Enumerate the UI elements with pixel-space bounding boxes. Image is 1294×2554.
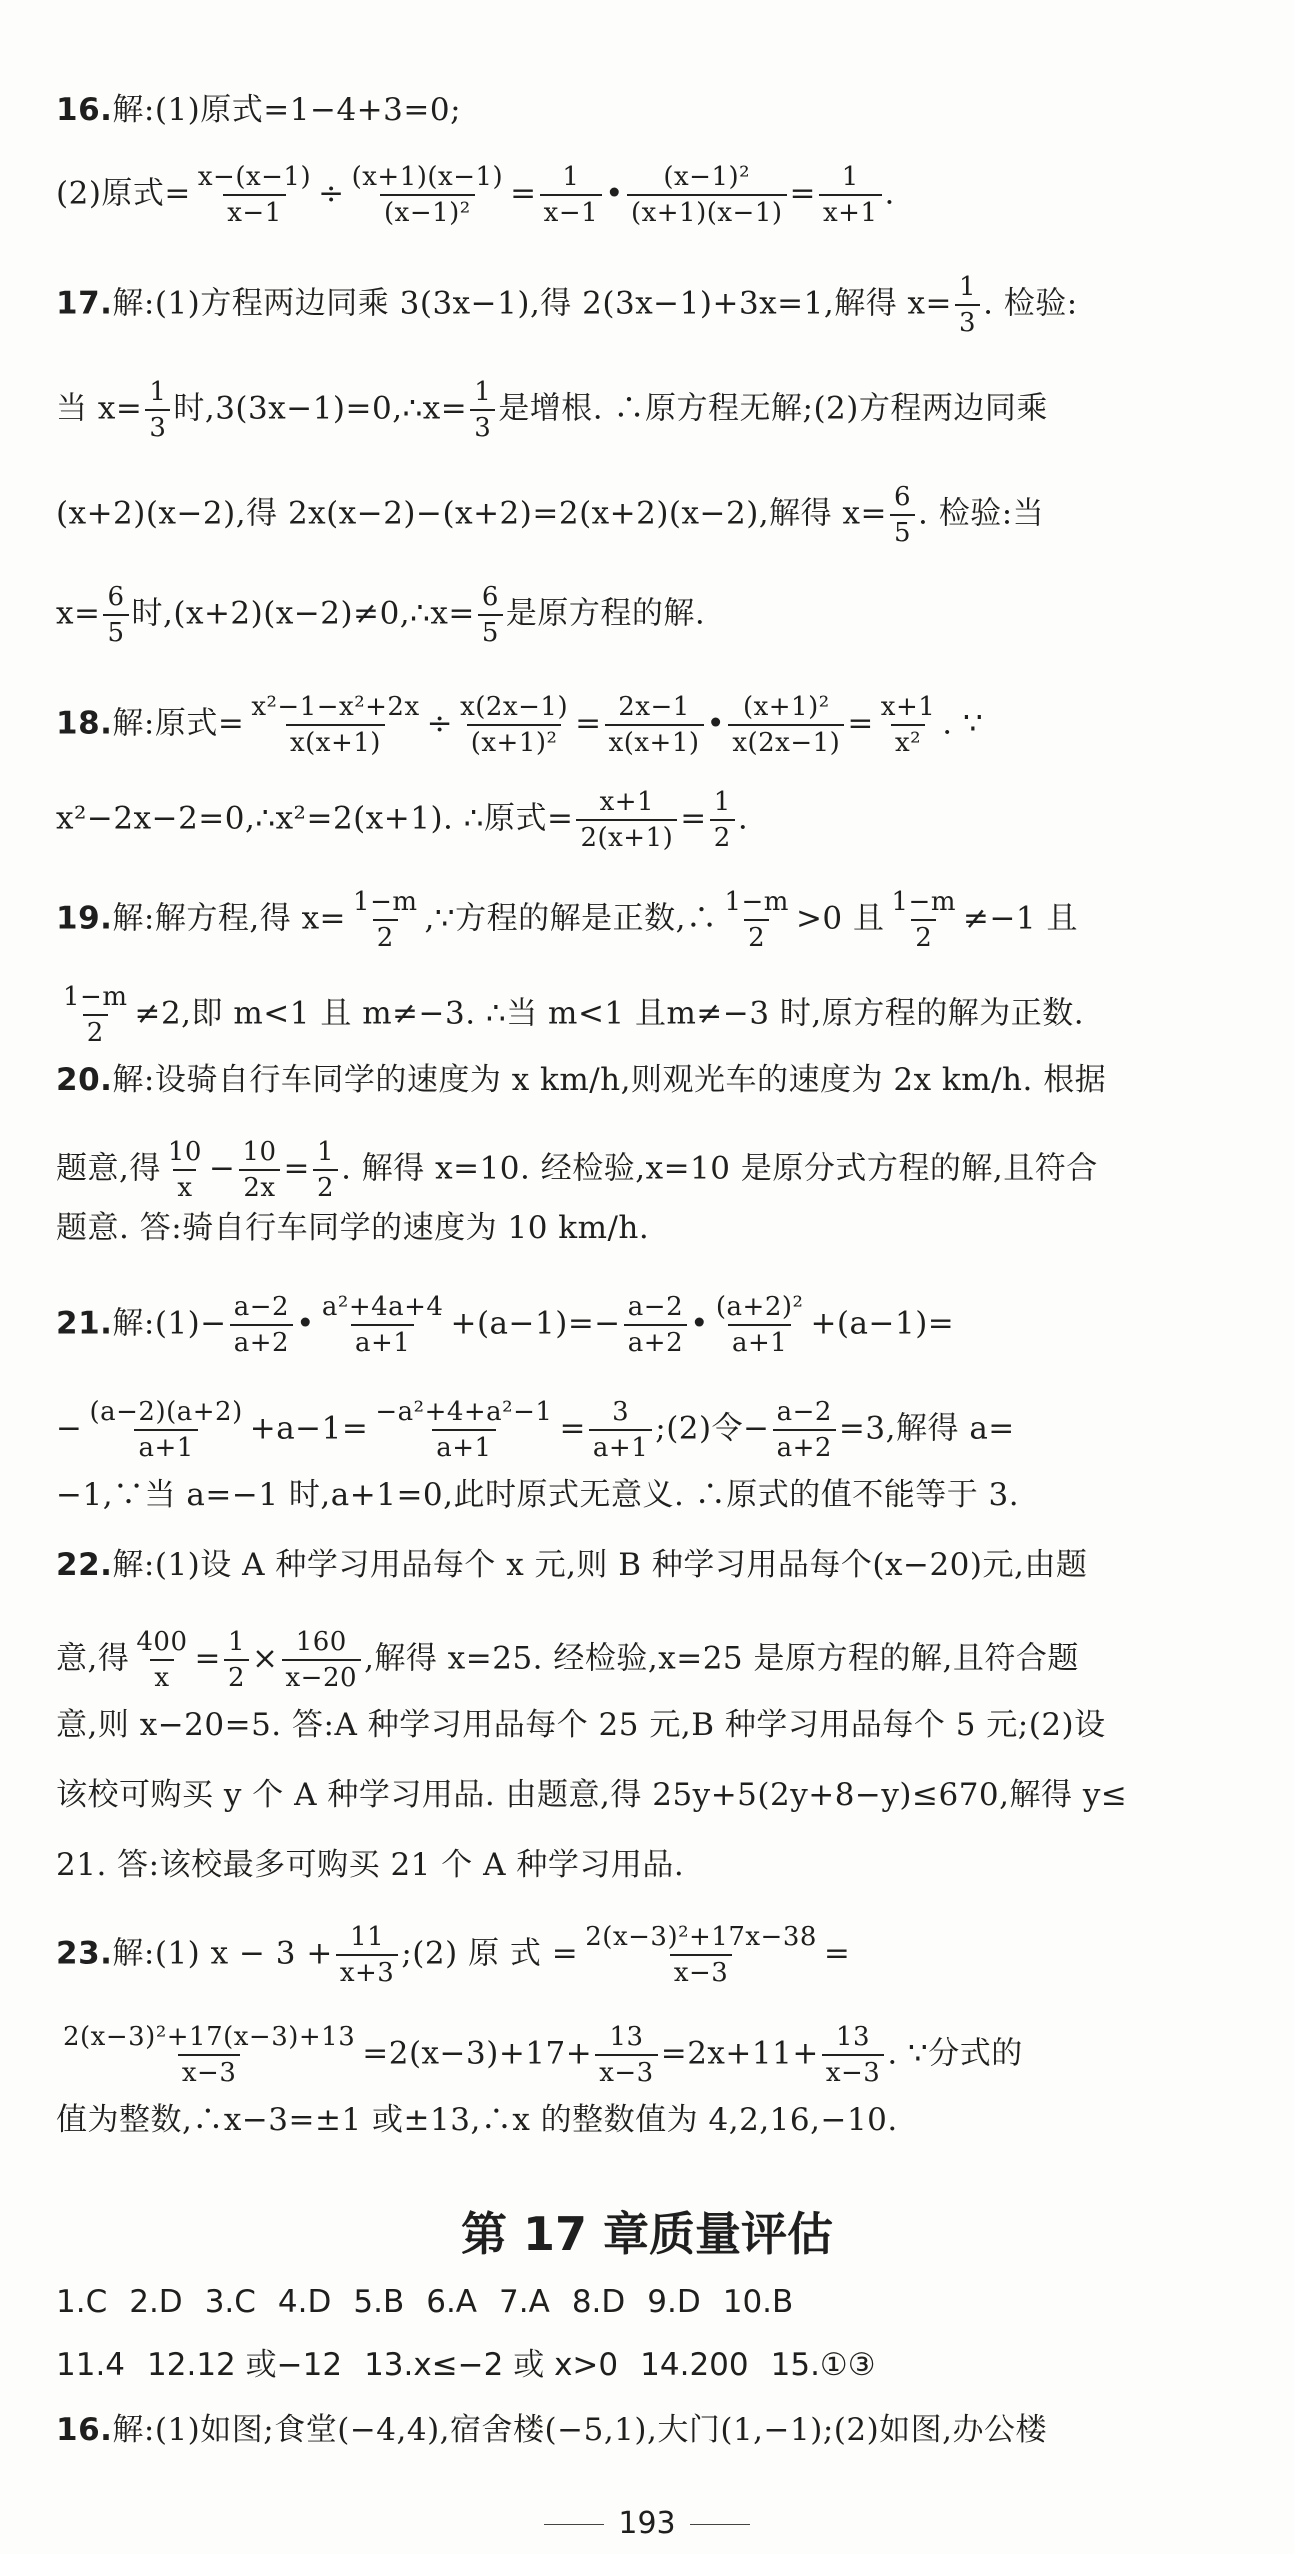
q20-line2: 题意,得 $\frac{10}{x}$ − $\frac{10}{2x}$ = $\frac{1}{2}$ . 解得 x=10. 经检验,x=10 是原分式方程的解,且符合 <box>56 1137 1098 1203</box>
fraction: $\frac{3}{a+1}$ <box>589 1395 652 1465</box>
fraction: $\frac{160}{x-20}$ <box>282 1625 362 1695</box>
q17-label: 17. <box>56 285 113 322</box>
fraction: $\frac{13}{x-3}$ <box>822 2020 885 2090</box>
fraction: $\frac{6}{5}$ <box>103 580 128 650</box>
fraction: $\frac{11}{x+3}$ <box>336 1920 399 1990</box>
fraction: $\frac{(a-2)(a+2)}{a+1}$ <box>89 1397 243 1463</box>
q18-line2: x²−2x−2=0,∴x²=2(x+1). ∴原式= $\frac{x+1}{2(x+1)}$ = $\frac{1}{2}$ . <box>56 787 749 853</box>
fraction: $\frac{1-m}{2}$ <box>891 887 956 953</box>
q17-line4: x= $\frac{6}{5}$ 时,(x+2)(x−2)≠0,∴x= $\frac{6}{5}$ 是原方程的解. <box>56 582 706 648</box>
fraction: $\frac{6}{5}$ <box>478 580 503 650</box>
page-number: 193 <box>0 2506 1294 2541</box>
q19-line2: $\frac{1-m}{2}$ ≠2,即 m<1 且 m≠−3. ∴当 m<1 且m≠−3 时,原方程的解为正数. <box>56 980 1254 1050</box>
q21-line2: − $\frac{(a-2)(a+2)}{a+1}$ +a−1= $\frac{\text{−a²+4+a²−1}}{a+1}$ = $\frac{3}{a+1}$ ;(2)令− $\frac{a-2}{a+2}$ =3,解得 a= <box>56 1397 1015 1463</box>
q16b-line: 16.解:(1)如图;食堂(−4,4),宿舍楼(−5,1),大门(1,−1);(2)如图,办公楼 <box>56 2412 1048 2448</box>
fraction: $\frac{6}{5}$ <box>890 480 915 550</box>
fraction: $\frac{\text{x²−1−x²+2x}}{x(x+1)}$ <box>251 692 420 758</box>
q22-line2: 意,得 $\frac{400}{x}$ = $\frac{1}{2}$ × $\frac{160}{x-20}$ ,解得 x=25. 经检验,x=25 是原方程的解,且符合题 <box>56 1627 1079 1693</box>
fraction: $\frac{\text{(x−1)²}}{(x+1)(x-1)}$ <box>627 160 787 230</box>
q17-line3: (x+2)(x−2),得 2x(x−2)−(x+2)=2(x+2)(x−2),解得 x= $\frac{6}{5}$ . 检验:当 <box>56 482 1045 548</box>
fraction: $\frac{1}{x-1}$ <box>540 160 603 230</box>
q23-label: 23. <box>56 1935 113 1972</box>
q22-line4: 该校可购买 y 个 A 种学习用品. 由题意,得 25y+5(2y+8−y)≤670,解得 y≤ <box>56 1777 1128 1813</box>
q16b-label: 16. <box>56 2412 113 2448</box>
fraction: $\frac{a-2}{a+2}$ <box>624 1290 687 1360</box>
fraction: $\frac{\text{2(x−3)²+17(x−3)+13}}{x-3}$ <box>63 2022 356 2088</box>
q17-line1: 17.解:(1)方程两边同乘 3(3x−1),得 2(3x−1)+3x=1,解得 x= $\frac{1}{3}$ . 检验: <box>56 272 1078 338</box>
q20-label: 20. <box>56 1062 113 1098</box>
fraction: $\frac{\text{(x+1)²}}{x(2x-1)}$ <box>728 690 844 760</box>
fraction: $\frac{(x+1)(x-1)}{\text{(x−1)²}}$ <box>351 162 504 228</box>
q23-line1: 23.解:(1) x − 3 + $\frac{11}{x+3}$ ;(2) 原 式 = $\frac{\text{2(x−3)²+17x−38}}{x-3}$ = <box>56 1922 851 1988</box>
fraction: $\frac{10}{2x}$ <box>238 1135 280 1205</box>
q18-line1: 18.解:原式= $\frac{\text{x²−1−x²+2x}}{x(x+1)}$ ÷ $\frac{x(2x-1)}{\text{(x+1)²}}$ = $\frac{2x-1}{x(x+1)}$ • $\frac{\text{(x+1)²}}{x(2x-1)}$ = $\frac{x+1}{\text{x²}}$ . ∵ <box>56 692 984 758</box>
q16-line1: 16.解:(1)原式=1−4+3=0; <box>56 92 462 128</box>
fraction: $\frac{a-2}{a+2}$ <box>230 1290 293 1360</box>
fraction: $\frac{1}{2}$ <box>313 1135 338 1205</box>
fraction: $\frac{1}{3}$ <box>145 375 170 445</box>
q16-line2: (2)原式= $\frac{x-(x-1)}{x-1}$ ÷ $\frac{(x+1)(x-1)}{\text{(x−1)²}}$ = $\frac{1}{x-1}$ • $\frac{\text{(x−1)²}}{(x+1)(x-1)}$ = $\frac{1}{x+1}$ . <box>56 162 895 228</box>
q22-line1: 22.解:(1)设 A 种学习用品每个 x 元,则 B 种学习用品每个(x−20)元,由题 <box>56 1547 1088 1583</box>
fraction: $\frac{13}{x-3}$ <box>595 2020 658 2090</box>
fraction: $\frac{400}{x}$ <box>136 1627 188 1693</box>
fraction: $\frac{x+1}{\text{x²}}$ <box>880 692 936 758</box>
section-title: 第 17 章质量评估 <box>460 2207 834 2261</box>
q20-line3: 题意. 答:骑自行车同学的速度为 10 km/h. <box>56 1210 650 1246</box>
fraction: $\frac{1}{2}$ <box>710 785 735 855</box>
q16-label: 16. <box>56 92 113 128</box>
q22-label: 22. <box>56 1547 113 1583</box>
fraction: $\frac{a-2}{a+2}$ <box>773 1395 836 1465</box>
q20-line1: 20.解:设骑自行车同学的速度为 x km/h,则观光车的速度为 2x km/h. 根据 <box>56 1062 1107 1098</box>
q23-line3: 值为整数,∴x−3=±1 或±13,∴x 的整数值为 4,2,16,−10. <box>56 2102 898 2138</box>
q19-label: 19. <box>56 900 113 937</box>
fraction: $\frac{x(2x-1)}{\text{(x+1)²}}$ <box>460 692 569 758</box>
q21-line3: −1,∵当 a=−1 时,a+1=0,此时原式无意义. ∴原式的值不能等于 3. <box>56 1477 1020 1513</box>
fraction: $\frac{\text{a²+4a+4}}{a+1}$ <box>321 1292 444 1358</box>
fraction: $\frac{\text{(a+2)²}}{a+1}$ <box>715 1292 804 1358</box>
q22-line5: 21. 答:该校最多可购买 21 个 A 种学习用品. <box>56 1847 685 1883</box>
fraction: $\frac{10}{x}$ <box>167 1137 202 1203</box>
answer-row-2: 11.4 12.12 或−12 13.x≤−2 或 x>0 14.200 15.①③ <box>56 2347 876 2383</box>
fraction: $\frac{1}{3}$ <box>470 375 495 445</box>
fraction: $\frac{\text{−a²+4+a²−1}}{a+1}$ <box>375 1397 553 1463</box>
q18-label: 18. <box>56 705 113 742</box>
q22-line3: 意,则 x−20=5. 答:A 种学习用品每个 25 元,B 种学习用品每个 5 元;(2)设 <box>56 1707 1106 1743</box>
fraction: $\frac{1-m}{2}$ <box>353 887 418 953</box>
q21-line1: 21.解:(1)− $\frac{a-2}{a+2}$ • $\frac{\text{a²+4a+4}}{a+1}$ +(a−1)=− $\frac{a-2}{a+2}$ • $\frac{\text{(a+2)²}}{a+1}$ +(a−1)= <box>56 1292 955 1358</box>
fraction: $\frac{x+1}{2(x+1)}$ <box>576 785 677 855</box>
fraction: $\frac{\text{2(x−3)²+17x−38}}{x-3}$ <box>585 1922 817 1988</box>
q19-line1: 19.解:解方程,得 x= $\frac{1-m}{2}$ ,∵方程的解是正数,∴ $\frac{1-m}{2}$ >0 且 $\frac{1-m}{2}$ ≠−1 且 <box>56 887 1079 953</box>
fraction: $\frac{2x-1}{x(x+1)}$ <box>605 690 704 760</box>
fraction: $\frac{1}{3}$ <box>955 270 980 340</box>
q23-line2: $\frac{\text{2(x−3)²+17(x−3)+13}}{x-3}$ =2(x−3)+17+ $\frac{13}{x-3}$ =2x+11+ $\frac{13}{x-3}$ . ∵分式的 <box>56 2020 1254 2090</box>
answer-row-1: 1.C 2.D 3.C 4.D 5.B 6.A 7.A 8.D 9.D 10.B <box>56 2284 794 2320</box>
fraction: $\frac{x-(x-1)}{x-1}$ <box>197 162 312 228</box>
fraction: $\frac{1-m}{2}$ <box>63 982 128 1048</box>
fraction: $\frac{1}{x+1}$ <box>819 160 882 230</box>
fraction: $\frac{1}{2}$ <box>224 1625 249 1695</box>
q21-label: 21. <box>56 1305 113 1342</box>
q17-line2: 当 x= $\frac{1}{3}$ 时,3(3x−1)=0,∴x= $\frac{1}{3}$ 是增根. ∴原方程无解;(2)方程两边同乘 <box>56 377 1048 443</box>
fraction: $\frac{1-m}{2}$ <box>724 887 789 953</box>
